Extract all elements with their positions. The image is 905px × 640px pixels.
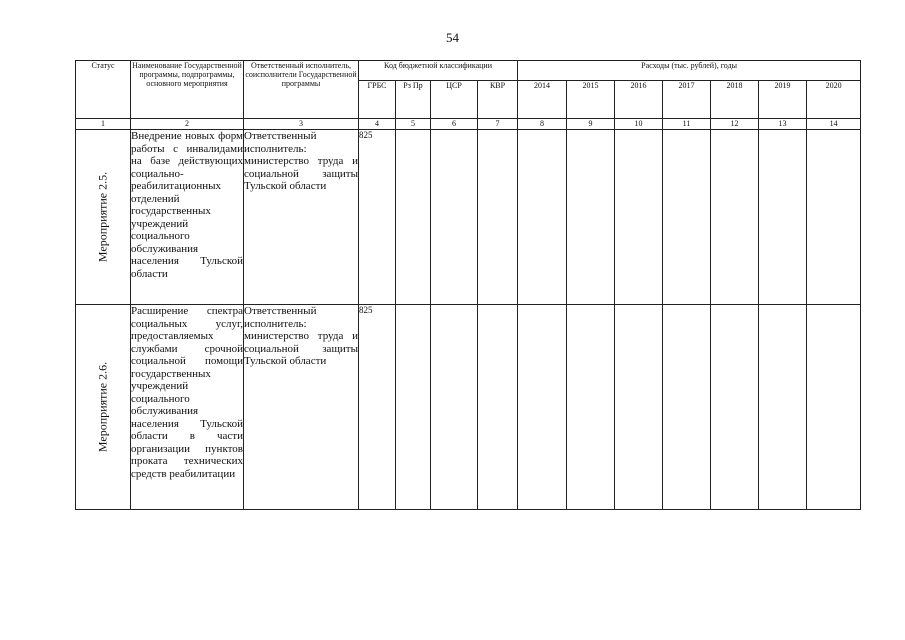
column-number: 7 [478, 119, 518, 130]
column-number: 14 [807, 119, 861, 130]
header-year-2014: 2014 [518, 81, 567, 119]
header-rzpr: Рз Пр [396, 81, 431, 119]
header-year-2019: 2019 [759, 81, 807, 119]
table-row [76, 305, 861, 510]
grbs-code: 825 [359, 130, 396, 305]
header-budget-code: Код бюджетной классификации [359, 61, 518, 81]
column-number-row [76, 119, 861, 130]
column-number: 9 [567, 119, 615, 130]
empty-cell [518, 130, 567, 305]
empty-cell [615, 130, 663, 305]
column-number: 11 [663, 119, 711, 130]
grbs-code: 825 [359, 305, 396, 510]
empty-cell [431, 130, 478, 305]
empty-cell [807, 305, 861, 510]
header-expenses: Расходы (тыс. рублей), годы [518, 61, 861, 81]
activity-name: Внедрение новых форм работы с инвалидами на базе действующих социально-реабилитационных отделений государственных учреждений социального обслуживания населения Тульской области [131, 130, 244, 305]
empty-cell [518, 305, 567, 510]
header-grbs: ГРБС [359, 81, 396, 119]
column-number: 4 [359, 119, 396, 130]
empty-cell [615, 305, 663, 510]
header-year-2018: 2018 [711, 81, 759, 119]
header-responsible: Ответственный исполнитель, соисполнители Государственной программы [244, 61, 359, 119]
empty-cell [711, 130, 759, 305]
column-number: 10 [615, 119, 663, 130]
header-kvr: КВР [478, 81, 518, 119]
column-number: 5 [396, 119, 431, 130]
empty-cell [759, 305, 807, 510]
empty-cell [431, 305, 478, 510]
empty-cell [663, 305, 711, 510]
header-name: Наименование Государственной программы, подпрограммы, основного мероприятия [131, 61, 244, 119]
header-year-2015: 2015 [567, 81, 615, 119]
empty-cell [478, 305, 518, 510]
budget-table [75, 60, 861, 510]
column-number: 12 [711, 119, 759, 130]
column-number: 3 [244, 119, 359, 130]
status-cell [76, 130, 131, 305]
empty-cell [567, 305, 615, 510]
header-year-2016: 2016 [615, 81, 663, 119]
empty-cell [663, 130, 711, 305]
status-cell [76, 305, 131, 510]
header-status: Статус [76, 61, 131, 119]
status-label: Мероприятие 2.6. [95, 361, 110, 453]
table-row [76, 130, 861, 305]
column-number: 1 [76, 119, 131, 130]
header-year-2020: 2020 [807, 81, 861, 119]
page-number: 54 [446, 30, 459, 45]
column-number: 8 [518, 119, 567, 130]
status-label: Мероприятие 2.5. [95, 171, 110, 263]
empty-cell [396, 130, 431, 305]
header-year-2017: 2017 [663, 81, 711, 119]
empty-cell [807, 130, 861, 305]
empty-cell [567, 130, 615, 305]
empty-cell [759, 130, 807, 305]
header-csr: ЦСР [431, 81, 478, 119]
activity-name: Расширение спектра социальных услуг, предоставляемых службами срочной социальной помощи государственных учреждений социального обслуживания населения Тульской области в части организации пунктов проката технических средств реабилитации [131, 305, 244, 510]
column-number: 2 [131, 119, 244, 130]
empty-cell [711, 305, 759, 510]
column-number: 6 [431, 119, 478, 130]
responsible-executor: Ответственный исполнитель: министерство труда и социальной защиты Тульской области [244, 130, 359, 305]
empty-cell [478, 130, 518, 305]
empty-cell [396, 305, 431, 510]
responsible-executor: Ответственный исполнитель: министерство труда и социальной защиты Тульской области [244, 305, 359, 510]
column-number: 13 [759, 119, 807, 130]
